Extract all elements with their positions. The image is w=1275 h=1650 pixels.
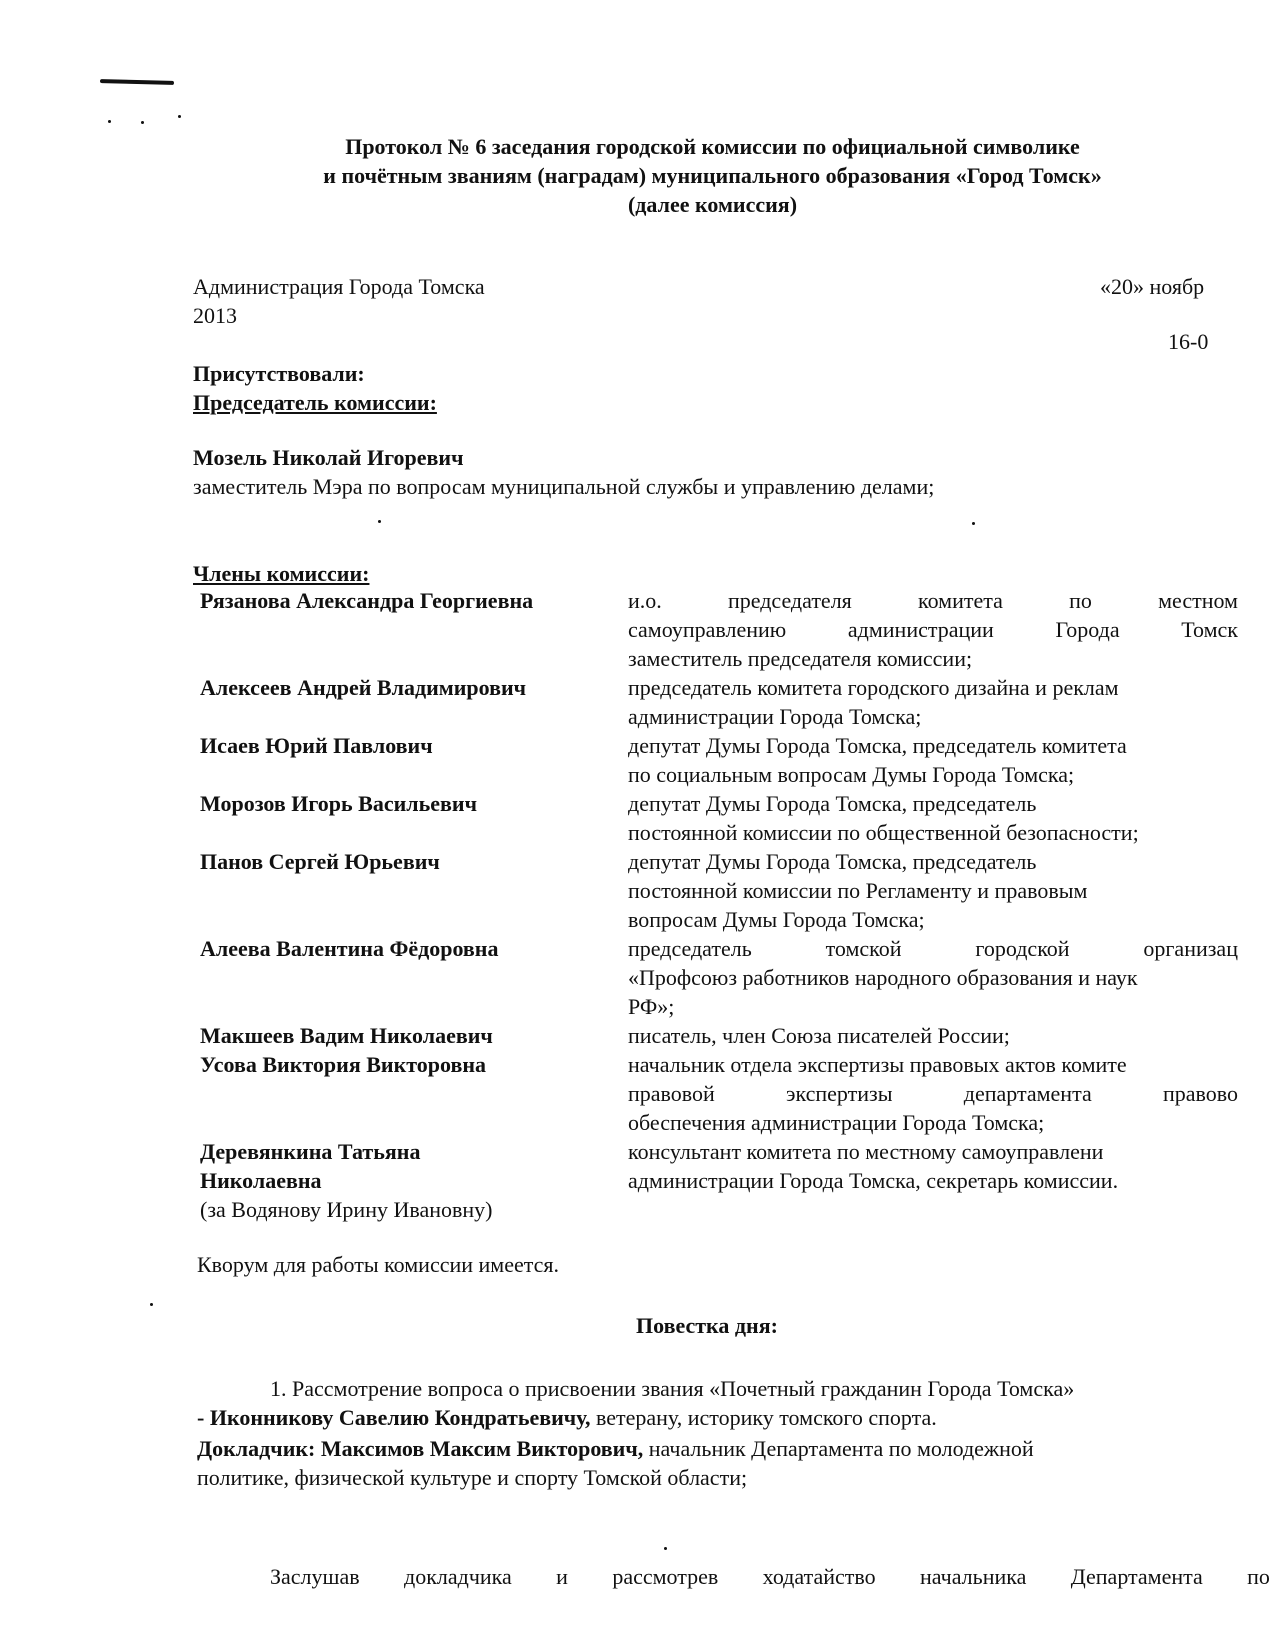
member-name: Алексеев Андрей Владимирович [200,675,527,700]
meeting-date: «20» ноябр [1100,274,1205,299]
member-role-line: РФ»; [628,994,675,1019]
role-word: Города [1055,617,1120,642]
member-row [200,847,1275,934]
member-role-line: постоянной комиссии по общественной безопасности; [628,820,1139,845]
paragraph-word: докладчика [404,1564,512,1589]
scan-artifact-dot [972,522,975,525]
member-role-line: писатель, член Союза писателей России; [628,1023,1010,1048]
paragraph-word: начальника [920,1564,1027,1589]
role-word: местном [1158,588,1238,613]
member-row [200,1050,1275,1137]
member-role [628,934,1238,1021]
role-word: администрации [847,617,994,642]
member-role [628,1050,1238,1137]
member-role-line: постоянной комиссии по Регламенту и правовым [628,878,1088,903]
member-row [200,1021,1275,1050]
scan-artifact-dot [108,120,111,123]
chair-label: Председатель комиссии: [193,390,437,415]
speaker-position: начальник Департамента по молодежной [643,1436,1034,1461]
member-role-line [628,1079,1238,1108]
member-row [200,1137,1275,1224]
scan-artifact-dot [150,1303,153,1306]
scan-artifact-dot [664,1547,667,1550]
member-name: Алеева Валентина Фёдоровна [200,936,499,961]
member-role-line: «Профсоюз работников народного образования и наук [628,965,1138,990]
member-name: Морозов Игорь Васильевич [200,791,477,816]
paragraph-word: по [1247,1564,1270,1589]
member-row [200,731,1275,789]
quorum-text: Кворум для работы комиссии имеется. [197,1252,560,1277]
resolution-paragraph [270,1562,1270,1591]
member-role-line: консультант комитета по местному самоуправлени [628,1139,1104,1164]
member-role-line: председатель комитета городского дизайна и реклам [628,675,1119,700]
role-word: Томск [1181,617,1238,642]
paragraph-word: рассмотрев [612,1564,719,1589]
role-word: председателя [727,588,852,613]
role-word: самоуправлению [628,617,787,642]
member-role-line: депутат Думы Города Томска, председатель [628,849,1037,874]
member-row [200,789,1275,847]
members-list [200,586,1275,1224]
member-name: Усова Виктория Викторовна [200,1052,487,1077]
meeting-year: 2013 [193,303,237,328]
role-word: департамента [963,1081,1092,1106]
speaker-label: Докладчик: Максимов Максим Викторович, [197,1436,644,1461]
role-word: экспертизы [786,1081,893,1106]
member-name: Исаев Юрий Павлович [200,733,433,758]
member-role [628,586,1238,673]
paragraph-word: Департамента [1070,1564,1203,1589]
member-role [628,1021,1238,1050]
member-role-line: администрации Города Томска, секретарь комиссии. [628,1168,1119,1193]
member-name: Панов Сергей Юрьевич [200,849,440,874]
agenda-heading: Повестка дня: [636,1313,778,1338]
chair-role: заместитель Мэра по вопросам муниципальной службы и управлению делами; [193,474,935,499]
member-role-line: вопросам Думы Города Томска; [628,907,925,932]
paragraph-word: ходатайство [762,1564,876,1589]
member-role-line [628,586,1238,615]
scan-artifact-dash [100,79,174,85]
scan-artifact-dot [178,115,181,118]
member-role [628,789,1238,847]
member-name [200,1137,628,1224]
member-name: Рязанова Александра Георгиевна [200,588,534,613]
member-role-line [628,934,1238,963]
role-word: правово [1162,1081,1238,1106]
chair-name: Мозель Николай Игоревич [193,445,464,470]
members-label: Члены комиссии: [193,561,370,586]
meeting-place: Администрация Города Томска [193,274,485,299]
member-row [200,586,1275,673]
role-word: по [1069,588,1092,613]
member-role [628,847,1238,934]
title-line-3: (далее комиссия) [627,192,798,217]
member-role-line: депутат Думы Города Томска, председатель [628,791,1037,816]
member-name: Макшеев Вадим Николаевич [200,1023,493,1048]
scan-artifact-dot [378,520,381,523]
member-role-line: заместитель председателя комиссии; [628,646,973,671]
role-word: комитета [918,588,1003,613]
title-line-1: Протокол № 6 заседания городской комиссии по официальной символике [345,134,1080,159]
member-name-note: (за Водянову Ирину Ивановну) [200,1197,493,1222]
present-label: Присутствовали: [193,361,365,386]
member-role-line: депутат Думы Города Томска, председатель комитета [628,733,1127,758]
paragraph-word: и [556,1564,568,1589]
title-line-2: и почётным званиям (наградам) муниципального образования «Город Томск» [323,163,1102,188]
role-word: городской [975,936,1070,961]
honoree-description: ветерану, историку томского спорта. [590,1405,937,1430]
agenda-item-1: 1. Рассмотрение вопроса о присвоении звания «Почетный гражданин Города Томска» [270,1376,1075,1401]
scan-artifact-dot [141,121,144,124]
member-row [200,934,1275,1021]
speaker-line [197,1434,1034,1463]
document-title [0,132,1275,219]
member-role [628,1137,1238,1224]
role-word: правовой [628,1081,715,1106]
member-row [200,673,1275,731]
role-word: организац [1143,936,1238,961]
honoree-name: - Иконникову Савелию Кондратьевичу, [197,1405,591,1430]
paragraph-word: Заслушав [270,1564,360,1589]
member-role-line [628,615,1238,644]
member-role-line: по социальным вопросам Думы Города Томска; [628,762,1075,787]
role-word: председатель [628,936,752,961]
meeting-time: 16-0 [1168,329,1209,354]
member-name-line: Николаевна [200,1168,322,1193]
member-role-line: администрации Города Томска; [628,704,922,729]
role-word: томской [825,936,902,961]
member-role-line: начальник отдела экспертизы правовых актов комите [628,1052,1127,1077]
member-role-line: обеспечения администрации Города Томска; [628,1110,1045,1135]
role-word: и.о. [628,588,662,613]
member-role [628,731,1238,789]
speaker-line-2: политике, физической культуре и спорту Томской области; [197,1465,748,1490]
member-name-line: Деревянкина Татьяна [200,1139,421,1164]
agenda-item-1-subject [197,1403,937,1432]
member-role [628,673,1238,731]
